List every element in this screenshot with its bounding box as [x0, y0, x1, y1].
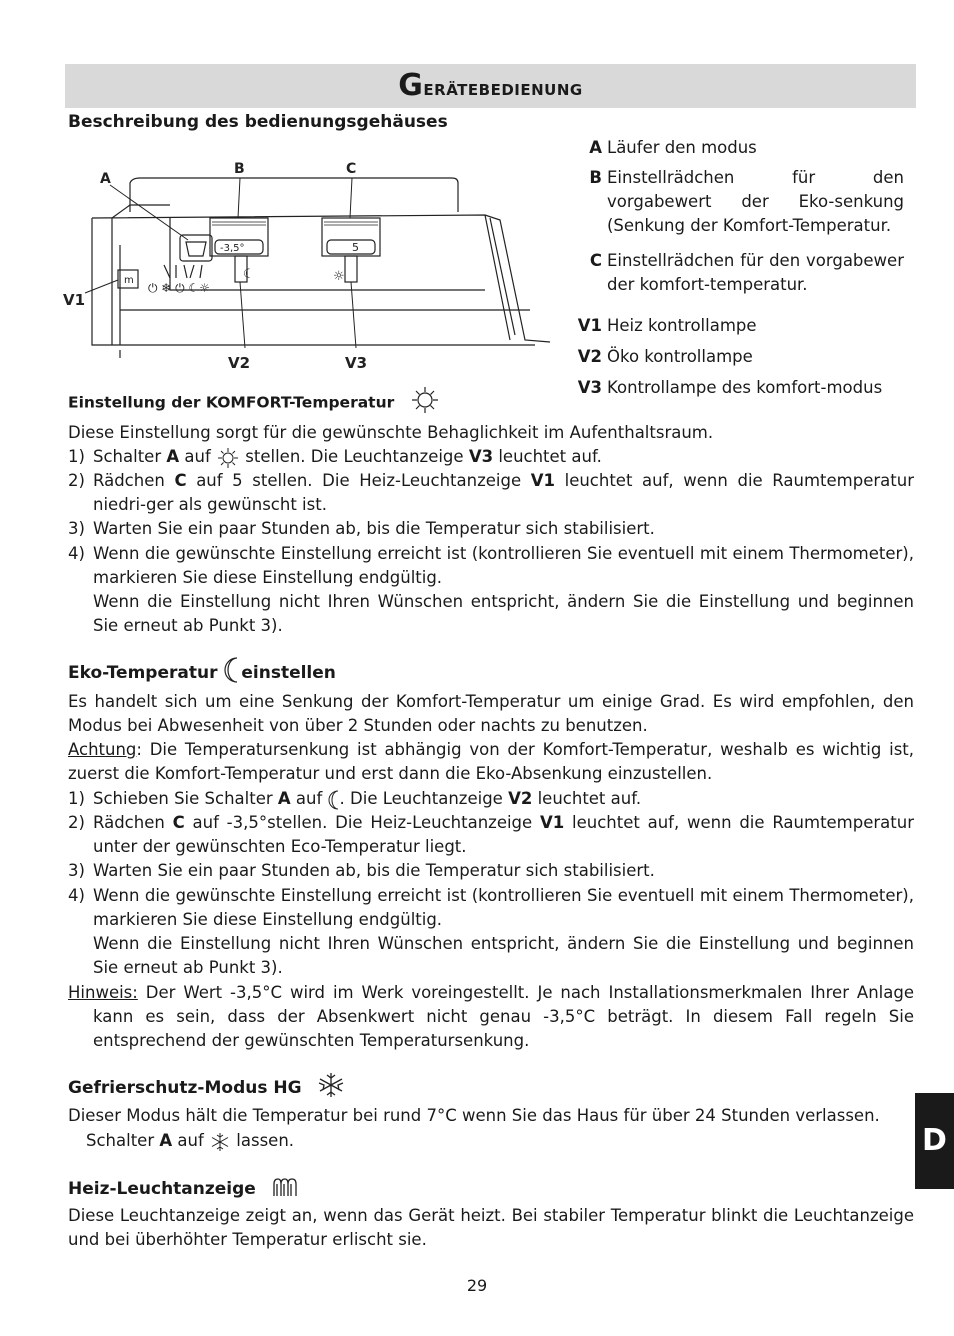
- heiz-text: Diese Leuchtanzeige zeigt an, wenn das Gerät heizt. Bei stabiler Temperatur blinkt die Leuchtanzeige und bei überhöhter Temperatur erlischt sie.: [68, 1206, 914, 1249]
- heading-komfort: Einstellung der KOMFORT-Temperatur: [68, 391, 442, 415]
- eko-achtung: Achtung: Die Temperatursenkung ist abhängig von der Komfort-Temperatur, weshalb es wichtig ist, zuerst die Komfort-Temperatur und erst dann die Eko-Absenkung einzustellen.: [68, 740, 914, 783]
- svg-text:⏻ ❄ ⏻ ☾☼: ⏻ ❄ ⏻ ☾☼: [148, 281, 210, 295]
- diagram-label-v3: V3: [345, 354, 368, 372]
- heater-icon: [270, 1176, 300, 1198]
- heading-gehaeuse: Beschreibung des bedienungsgehäuses: [68, 112, 448, 132]
- eko-step-3: 3) Warten Sie ein paar Stunden ab, bis die Temperatur sich stabilisiert.: [68, 861, 655, 880]
- title-first-letter: G: [398, 68, 424, 103]
- komfort-step-1: 1) Schalter A auf stellen. Die Leuchtanzeige V3 leuchtet auf.: [68, 445, 914, 469]
- svg-text:☼: ☼: [333, 269, 345, 284]
- heading-heiz: Heiz-Leuchtanzeige: [68, 1179, 300, 1199]
- komfort-step-4: 4) Wenn die gewünschte Einstellung erreicht ist (kontrollieren Sie eventuell mit einem Thermometer), markieren Sie diese Einstellung endgültig.: [68, 544, 914, 587]
- frost-line-2: Schalter A auf lassen.: [86, 1131, 295, 1150]
- dial-c-value: 5: [352, 241, 359, 254]
- moon-icon: [328, 790, 340, 810]
- diagram-label-c: C: [346, 161, 357, 177]
- heading-eko: Eko-Temperatur einstellen: [68, 662, 336, 684]
- eko-step-2: 2) Rädchen C auf -3,5°stellen. Die Heiz-Leuchtanzeige V1 leuchtet auf, wenn die Raumtemperatur unter der gewünschten Eco-Temperatur liegt.: [68, 813, 914, 856]
- page-number: 29: [466, 1276, 488, 1295]
- komfort-step-2: 2) Rädchen C auf 5 stellen. Die Heiz-Leuchtanzeige V1 leuchtet auf, wenn die Raumtemperatur niedri-ger als gewünscht ist.: [68, 471, 914, 514]
- moon-icon: [223, 656, 241, 684]
- diagram-label-b: B: [234, 161, 245, 177]
- komfort-intro: Diese Einstellung sorgt für die gewünschte Behaglichkeit im Aufenthaltsraum.: [68, 423, 714, 442]
- dial-b-value: -3,5°: [220, 243, 245, 254]
- eko-step-4-cont: Wenn die Einstellung nicht Ihren Wünschen entspricht, ändern Sie die Einstellung und beginnen Sie erneut ab Punkt 3).: [93, 934, 914, 977]
- heading-frost: Gefrierschutz-Modus HG: [68, 1077, 346, 1099]
- eko-step-1: 1) Schieben Sie Schalter A auf . Die Leuchtanzeige V2 leuchtet auf.: [68, 789, 642, 808]
- svg-text:☾: ☾: [243, 267, 255, 282]
- diagram-label-v1: V1: [63, 291, 86, 309]
- page-title: [65, 64, 916, 108]
- diagram-label-v2: V2: [228, 354, 251, 372]
- eko-step-4: 4) Wenn die gewünschte Einstellung erreicht ist (kontrollieren Sie eventuell mit einem Thermometer), markieren Sie diese Einstellung endgültig.: [68, 886, 914, 929]
- title-rest: erätebedienung: [423, 76, 583, 101]
- eko-intro: Es handelt sich um eine Senkung der Komfort-Temperatur um einige Grad. Es wird empfohlen, den Modus bei Abwesenheit von über 2 Stunden oder nachts zu benutzen.: [68, 692, 914, 735]
- diagram-label-a: A: [100, 171, 111, 187]
- komfort-step-4-cont: Wenn die Einstellung nicht Ihren Wünschen entspricht, ändern Sie die Einstellung und beginnen Sie erneut ab Punkt 3).: [93, 592, 914, 635]
- language-tab: D: [915, 1093, 954, 1189]
- legend-item-c: C Einstellrädchen für den vorgabewer der komfort-temperatur.: [589, 251, 904, 294]
- snowflake-icon: [209, 1132, 231, 1152]
- control-panel-diagram: [60, 150, 555, 375]
- snowflake-icon: [316, 1071, 346, 1099]
- sun-icon: [408, 385, 442, 415]
- legend-item-b: B Einstellrädchen für den vorgabewert der Eko-senkung (Senkung der Komfort-Temperatur.: [589, 168, 904, 235]
- eko-hinweis: Hinweis: Der Wert -3,5°C wird im Werk voreingestellt. Je nach Installationsmerkmalen Ihrer Anlage kann es sein, dass der Absenkwert nicht genau -3,5°C beträgt. In diesem Fall regeln Sie entsprechend der gewünschten Temperatursenkung.: [68, 983, 914, 1050]
- sun-icon: [216, 447, 240, 469]
- frost-text: Dieser Modus hält die Temperatur bei rund 7°C wenn Sie das Haus für über 24 Stunden verlassen.: [68, 1106, 880, 1125]
- svg-text:m: m: [124, 275, 134, 286]
- komfort-step-3: 3) Warten Sie ein paar Stunden ab, bis die Temperatur sich stabilisiert.: [68, 519, 655, 538]
